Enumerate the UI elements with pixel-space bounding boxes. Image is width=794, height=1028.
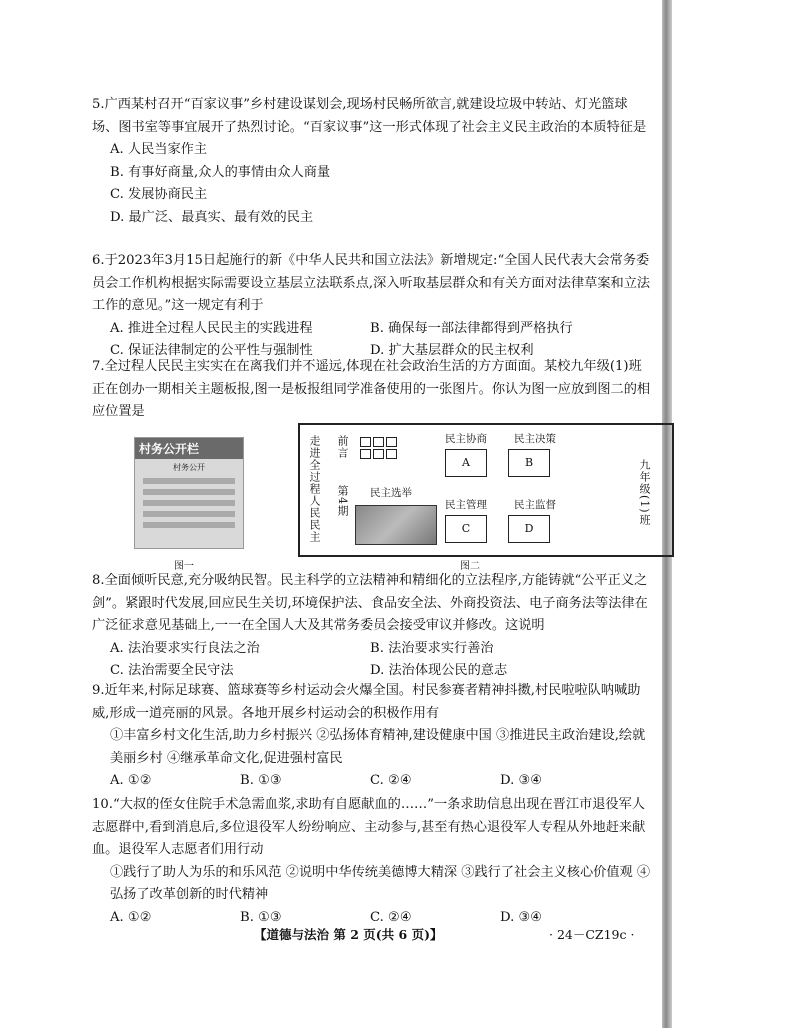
- figure-1-row: [143, 489, 235, 495]
- option: A. ①②: [110, 773, 152, 788]
- figure-2-box-d: D: [508, 515, 550, 543]
- question-5: [92, 94, 652, 229]
- scan-margin: [672, 0, 794, 1028]
- figure-1-row: [143, 522, 235, 528]
- option: B. ①③: [240, 773, 282, 788]
- figure-2-election-label: 民主选举: [370, 487, 412, 499]
- option: C. 保证法律制定的公平性与强制性: [110, 343, 313, 358]
- figure-1-row: [143, 478, 235, 484]
- option: D. ③④: [500, 909, 543, 925]
- figure-2-manage-label: 民主管理: [445, 499, 487, 511]
- figure-2-photo: [355, 505, 437, 545]
- option: C. 发展协商民主: [110, 187, 208, 202]
- figure-2-caption: 图二: [460, 561, 480, 572]
- option: D. 法治体现公民的意志: [370, 663, 508, 678]
- question-10: [92, 794, 652, 929]
- figure-2-side-title: 走进全过程人民民主: [308, 435, 321, 543]
- option: D. 最广泛、最真实、最有效的民主: [110, 209, 314, 225]
- question-6-stem: 6.于2023年3月15日起施行的新《中华人民共和国立法法》新增规定:“全国人民代表大会常务委员会工作机构根据实际需要设立基层立法联系点,深入听取基层群众和有关方面对法律草案和立法工作的意见。”这一规定有利于: [92, 253, 651, 313]
- figure-2-consult-label: 民主协商: [445, 433, 487, 445]
- question-10-items: ①践行了助人为乐的和乐风范 ②说明中华传统美德博大精深 ③践行了社会主义核心价值观 ④弘扬了改革创新的时代精神: [110, 864, 651, 902]
- question-9-stem: 9.近年来,村际足球赛、篮球赛等乡村运动会火爆全国。村民参赛者精神抖擞,村民啦啦队呐喊助威,形成一道亮丽的风景。各地开展乡村运动会的积极作用有: [92, 683, 641, 721]
- figure-1-row: [143, 500, 235, 506]
- figure-2-decide-label: 民主决策: [514, 433, 556, 445]
- figure-2-box-a: A: [445, 449, 487, 477]
- option: A. ①②: [110, 909, 152, 925]
- question-9-items: ①丰富乡村文化生活,助力乡村振兴 ②弘扬体育精神,建设健康中国 ③推进民主政治建设,绘就美丽乡村 ④继承革命文化,促进强村富民: [110, 728, 646, 766]
- question-7: [92, 356, 652, 424]
- figure-1-caption: 图一: [174, 561, 194, 572]
- option: D. ③④: [500, 773, 543, 788]
- question-8-stem: 8.全面倾听民意,充分吸纳民智。民主科学的立法精神和精细化的立法程序,方能铸就“公平正义之剑”。紧跟时代发展,回应民生关切,环境保护法、食品安全法、外商投资法、电子商务法等法律在广泛征求意见基础上,一一在全国人大及其常务委员会接受审议并修改。这说明: [92, 573, 648, 633]
- question-9: [92, 680, 652, 793]
- footer-code: · 24－CZ19c ·: [549, 927, 635, 942]
- figure-1: [134, 437, 244, 549]
- figure-1-subtitle: 村务公开: [173, 463, 205, 472]
- figure-2-box-c: C: [445, 515, 487, 543]
- question-9-options: [92, 770, 652, 793]
- option: C. ②④: [370, 773, 412, 788]
- option: B. 确保每一部法律都得到严格执行: [370, 320, 573, 336]
- question-8-options: [92, 638, 652, 683]
- figure-2-supervise-label: 民主监督: [514, 499, 556, 511]
- question-7-stem: 7.全过程人民民主实实在在离我们并不遥远,体现在社会政治生活的方方面面。某校九年级(1)班正在创办一期相关主题板报,图一是板报组同学准备使用的一张图片。你认为图一应放到图二的相应位置是: [92, 359, 651, 419]
- option: B. 法治要求实行善治: [370, 640, 494, 656]
- question-6: [92, 250, 652, 363]
- question-5-stem: 5.广西某村召开“百家议事”乡村建设谋划会,现场村民畅所欲言,就建设垃圾中转站、灯光篮球场、图书室等事宜展开了热烈讨论。“百家议事”这一形式体现了社会主义民主政治的本质特征是: [92, 97, 647, 135]
- question-5-options: [92, 139, 652, 229]
- figure-1-row: [143, 511, 235, 517]
- option: A. 法治要求实行良法之治: [110, 640, 260, 656]
- option: A. 推进全过程人民民主的实践进程: [110, 320, 313, 336]
- option: D. 扩大基层群众的民主权利: [370, 343, 534, 358]
- option: B. ①③: [240, 909, 282, 925]
- option: C. 法治需要全民守法: [110, 663, 234, 678]
- question-10-stem: 10.“大叔的侄女住院手术急需血浆,求助有自愿献血的……”一条求助信息出现在晋江市退役军人志愿群中,看到消息后,多位退役军人纷纷响应、主动参与,甚至有热心退役军人专程从外地赶来献血。退役军人志愿者们用行动: [92, 797, 646, 857]
- option: C. ②④: [370, 909, 412, 925]
- figure-2-class-label: 九年级(1)班: [638, 459, 651, 526]
- figure-2-issue: 第4期: [336, 485, 349, 517]
- footer-page-info: 【道德与法治 第 2 页(共 6 页)】: [254, 927, 443, 942]
- figure-2-box-b: B: [508, 449, 550, 477]
- figure-2: [298, 423, 674, 557]
- figure-2-preface: 前言: [336, 435, 349, 459]
- option: A. 人民当家作主: [110, 142, 208, 157]
- exam-page: [74, 40, 666, 1000]
- figure-1-title: 村务公开栏: [135, 438, 243, 459]
- option: B. 有事好商量,众人的事情由众人商量: [110, 164, 331, 180]
- question-8: [92, 570, 652, 683]
- figure-2-grid-icon: [360, 437, 400, 459]
